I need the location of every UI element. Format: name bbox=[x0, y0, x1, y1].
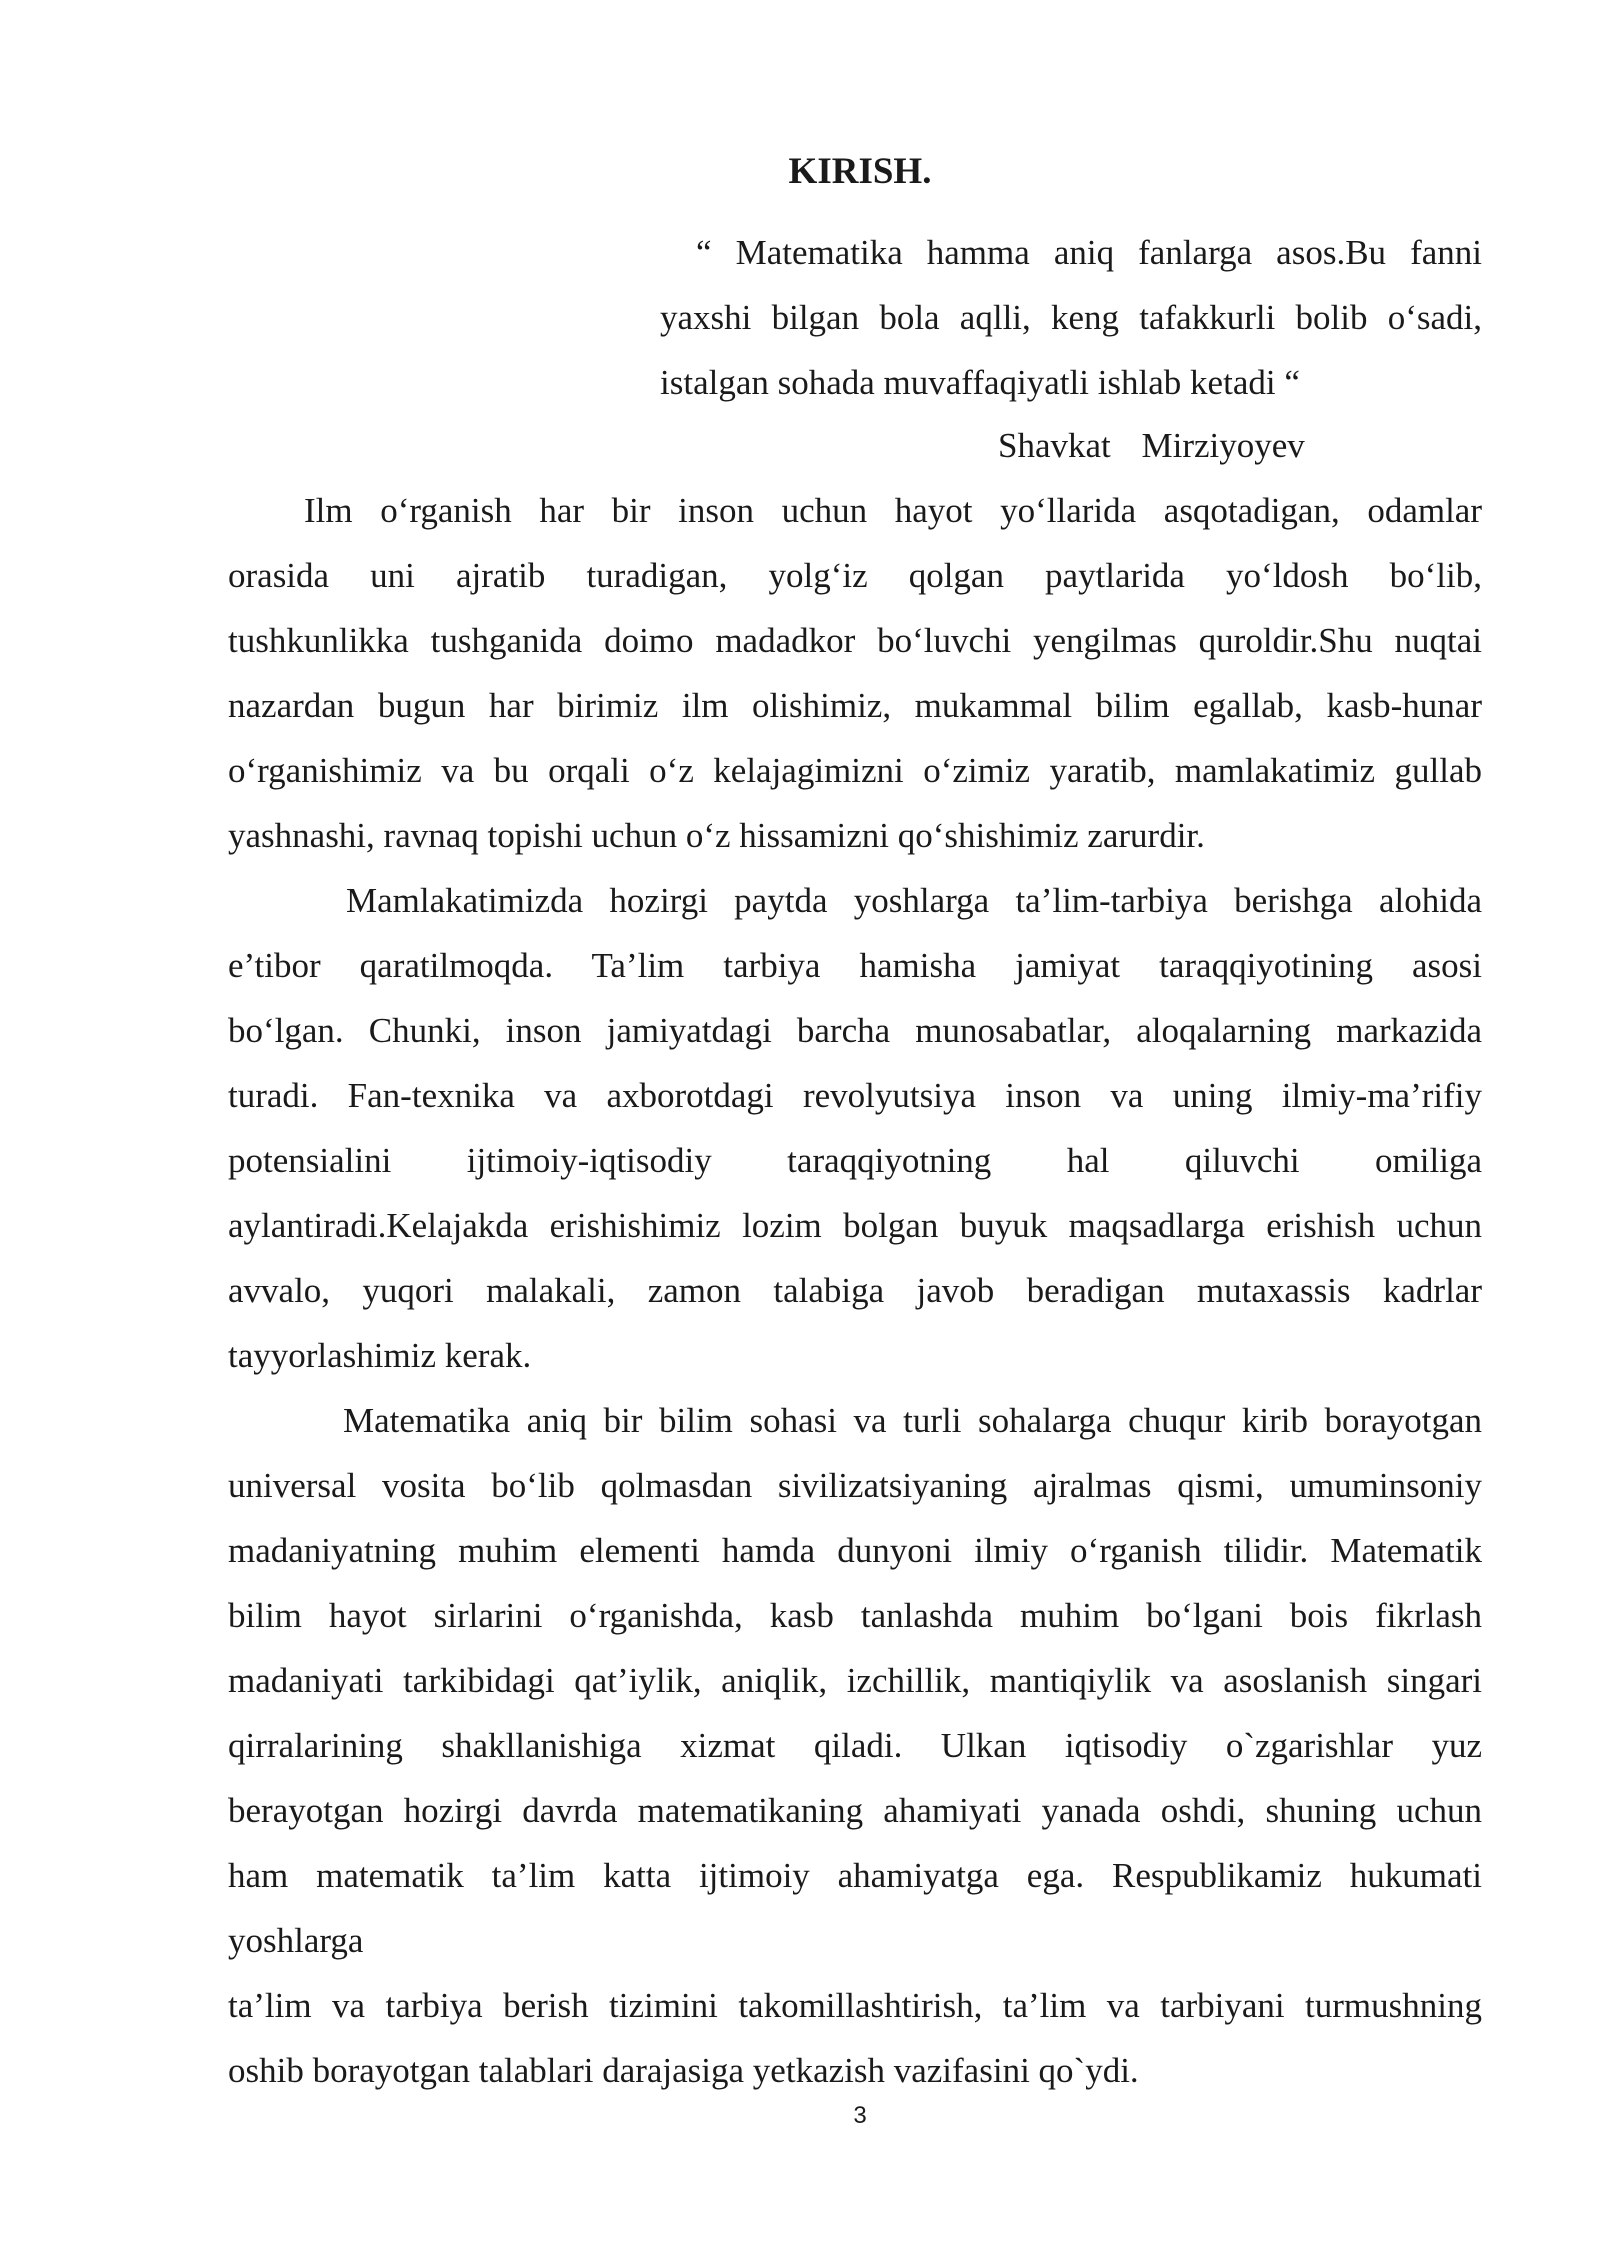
epigraph-quote bbox=[660, 220, 1482, 415]
text-line: yashnashi, ravnaq topishi uchun o‘z hissamizni qo‘shishimiz zarurdir. bbox=[228, 816, 1205, 855]
epigraph-line: “ Matematika hamma aniq fanlarga asos.Bu fanni bbox=[696, 233, 1482, 272]
text-line: tayyorlashimiz kerak. bbox=[228, 1336, 532, 1375]
text-line: o‘rganishimiz va bu orqali o‘z kelajagimizni o‘zimiz yaratib, mamlakatimiz gullab bbox=[228, 751, 1482, 790]
text-line: qirralarining shakllanishiga xizmat qiladi. Ulkan iqtisodiy o`zgarishlar yuz bbox=[228, 1726, 1482, 1765]
text-line: ham matematik ta’lim katta ijtimoiy ahamiyatga ega. Respublikamiz hukumati bbox=[228, 1856, 1482, 1895]
text-line: bilim hayot sirlarini o‘rganishda, kasb tanlashda muhim bo‘lgani bois fikrlash bbox=[228, 1596, 1482, 1635]
text-line: yoshlarga bbox=[228, 1921, 364, 1960]
page-title: KIRISH. bbox=[788, 151, 932, 192]
epigraph-line: yaxshi bilgan bola aqlli, keng tafakkurli bolib o‘sadi, bbox=[660, 298, 1482, 337]
paragraph bbox=[228, 1388, 1482, 1973]
text-line: oshib borayotgan talablari darajasiga yetkazish vazifasini qo`ydi. bbox=[228, 2051, 1139, 2090]
text-line: tushkunlikka tushganida doimo madadkor bo‘luvchi yengilmas quroldir.Shu nuqtai bbox=[228, 621, 1482, 660]
text-line: ta’lim va tarbiya berish tizimini takomillashtirish, ta’lim va tarbiyani turmushning bbox=[228, 1986, 1482, 2025]
page-number: 3 bbox=[853, 2102, 867, 2129]
text-line: bo‘lgan. Chunki, inson jamiyatdagi barcha munosabatlar, aloqalarning markazida bbox=[228, 1011, 1482, 1050]
epigraph-author: Shavkat Mirziyoyev bbox=[998, 426, 1305, 465]
text-line: e’tibor qaratilmoqda. Ta’lim tarbiya hamisha jamiyat taraqqiyotining asosi bbox=[228, 946, 1482, 985]
paragraph bbox=[228, 868, 1482, 1388]
text-line: turadi. Fan-texnika va axborotdagi revolyutsiya inson va uning ilmiy-ma’rifiy bbox=[228, 1076, 1482, 1115]
paragraph bbox=[228, 1973, 1482, 2103]
text-line: potensialini ijtimoiy-iqtisodiy taraqqiyotning hal qiluvchi omiliga bbox=[228, 1141, 1482, 1180]
text-line: avvalo, yuqori malakali, zamon talabiga javob beradigan mutaxassis kadrlar bbox=[228, 1271, 1482, 1310]
text-line: berayotgan hozirgi davrda matematikaning ahamiyati yanada oshdi, shuning uchun bbox=[228, 1791, 1482, 1830]
text-line: universal vosita bo‘lib qolmasdan sivilizatsiyaning ajralmas qismi, umuminsoniy bbox=[228, 1466, 1482, 1505]
paragraph bbox=[228, 478, 1482, 868]
body-text bbox=[228, 478, 1482, 2103]
text-line: Mamlakatimizda hozirgi paytda yoshlarga ta’lim-tarbiya berishga alohida bbox=[346, 881, 1482, 920]
epigraph-line: istalgan sohada muvaffaqiyatli ishlab ketadi “ bbox=[660, 363, 1300, 402]
text-line: nazardan bugun har birimiz ilm olishimiz, mukammal bilim egallab, kasb-hunar bbox=[228, 686, 1482, 725]
text-line: aylantiradi.Kelajakda erishishimiz lozim bolgan buyuk maqsadlarga erishish uchun bbox=[228, 1206, 1482, 1245]
text-line: madaniyatning muhim elementi hamda dunyoni ilmiy o‘rganish tilidir. Matematik bbox=[228, 1531, 1482, 1570]
text-line: orasida uni ajratib turadigan, yolg‘iz qolgan paytlarida yo‘ldosh bo‘lib, bbox=[228, 556, 1482, 595]
text-line: Ilm o‘rganish har bir inson uchun hayot yo‘llarida asqotadigan, odamlar bbox=[304, 491, 1482, 530]
text-line: madaniyati tarkibidagi qat’iylik, aniqlik, izchillik, mantiqiylik va asoslanish singari bbox=[228, 1661, 1482, 1700]
text-line: Matematika aniq bir bilim sohasi va turli sohalarga chuqur kirib borayotgan bbox=[343, 1401, 1482, 1440]
